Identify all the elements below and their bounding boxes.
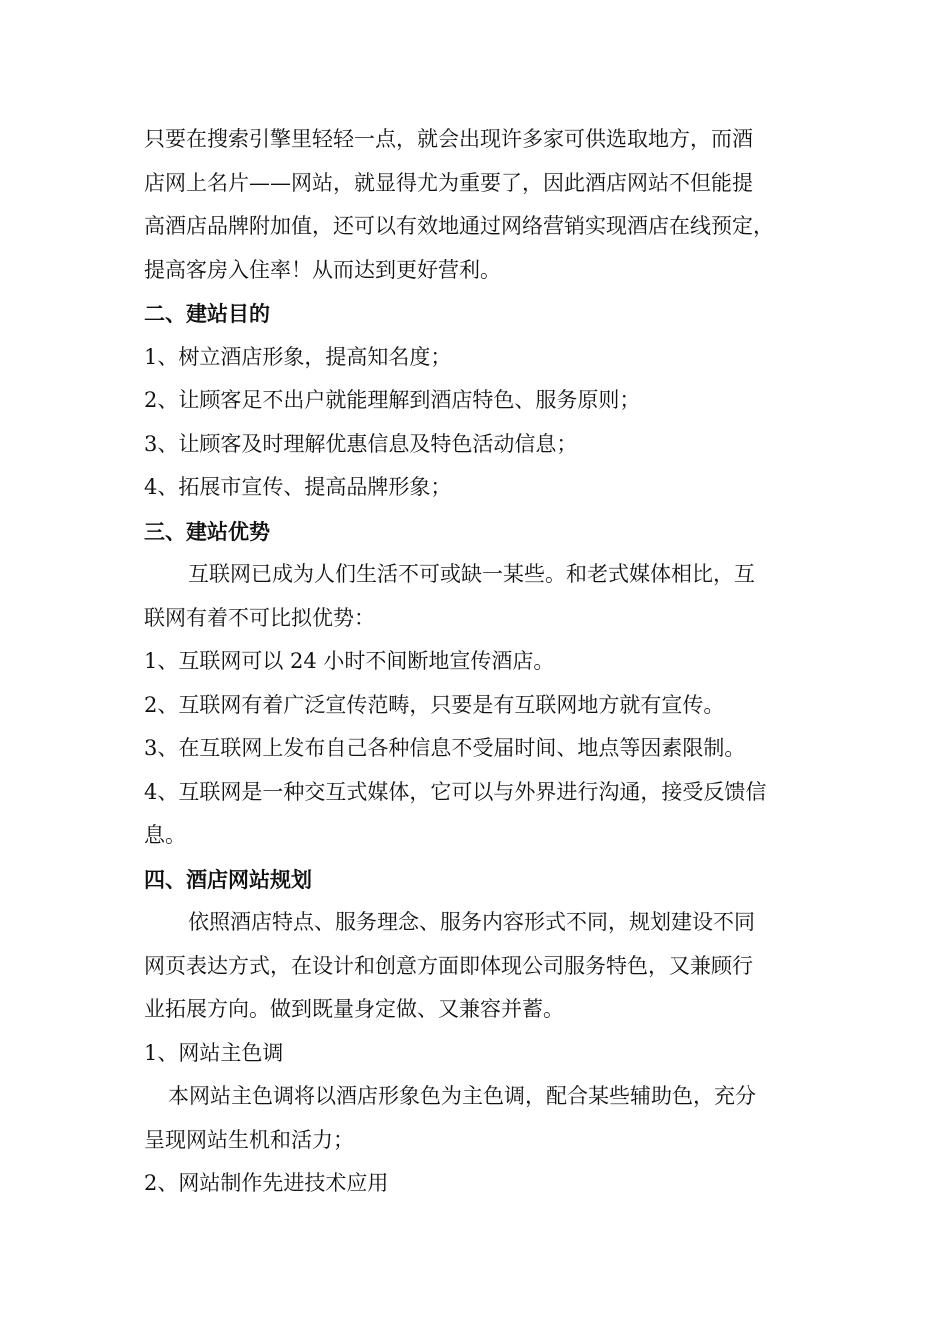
list-item: 3、让顾客及时理解优惠信息及特色活动信息； (144, 431, 578, 456)
paragraph-line: 店网上名片——网站，就显得尤为重要了，因此酒店网站不但能提 (144, 170, 753, 195)
list-item: 1、树立酒店形象，提高知名度； (144, 344, 452, 369)
section-heading: 三、建站优势 (144, 518, 270, 544)
list-item: 1、互联网可以 24 小时不间断地宣传酒店。 (144, 649, 555, 673)
paragraph-line: 互联网已成为人们生活不可或缺一某些。和老式媒体相比，互 (188, 562, 755, 586)
paragraph-line: 联网有着不可比拟优势： (144, 605, 375, 630)
subheading-item: 1、网站主色调 (144, 1040, 284, 1065)
subheading-item: 2、网站制作先进技术应用 (144, 1171, 389, 1195)
list-item: 4、互联网是一种交互式媒体，它可以与外界进行沟通，接受反馈信 (144, 779, 767, 804)
paragraph-line: 本网站主色调将以酒店形象色为主色调，配合某些辅助色，充分 (168, 1084, 756, 1108)
list-item: 3、在互联网上发布自己各种信息不受届时间、地点等因素限制。 (144, 736, 746, 760)
section-heading: 四、酒店网站规划 (144, 866, 312, 892)
paragraph-line: 业拓展方向。做到既量身定做、又兼容并蓄。 (144, 997, 564, 1021)
list-item: 息。 (144, 823, 186, 847)
paragraph-line: 网页表达方式，在设计和创意方面即体现公司服务特色，又兼顾行 (144, 953, 753, 978)
paragraph-line: 呈现网站生机和活力； (144, 1127, 354, 1152)
paragraph-line: 只要在搜索引擎里轻轻一点，就会出现许多家可供选取地方，而酒 (144, 127, 753, 151)
document-body (144, 118, 816, 1206)
list-item: 2、互联网有着广泛宣传范畴，只要是有互联网地方就有宣传。 (144, 692, 725, 717)
list-item: 4、拓展市宣传、提高品牌形象； (144, 475, 452, 499)
paragraph-line: 高酒店品牌附加值，还可以有效地通过网络营销实现酒店在线预定， (144, 214, 774, 238)
paragraph-line: 提高客房入住率！从而达到更好营利。 (144, 257, 501, 282)
section-heading: 二、建站目的 (144, 301, 270, 326)
paragraph-line: 依照酒店特点、服务理念、服务内容形式不同，规划建设不同 (188, 910, 755, 934)
list-item: 2、让顾客足不出户就能理解到酒店特色、服务原则； (144, 388, 641, 412)
